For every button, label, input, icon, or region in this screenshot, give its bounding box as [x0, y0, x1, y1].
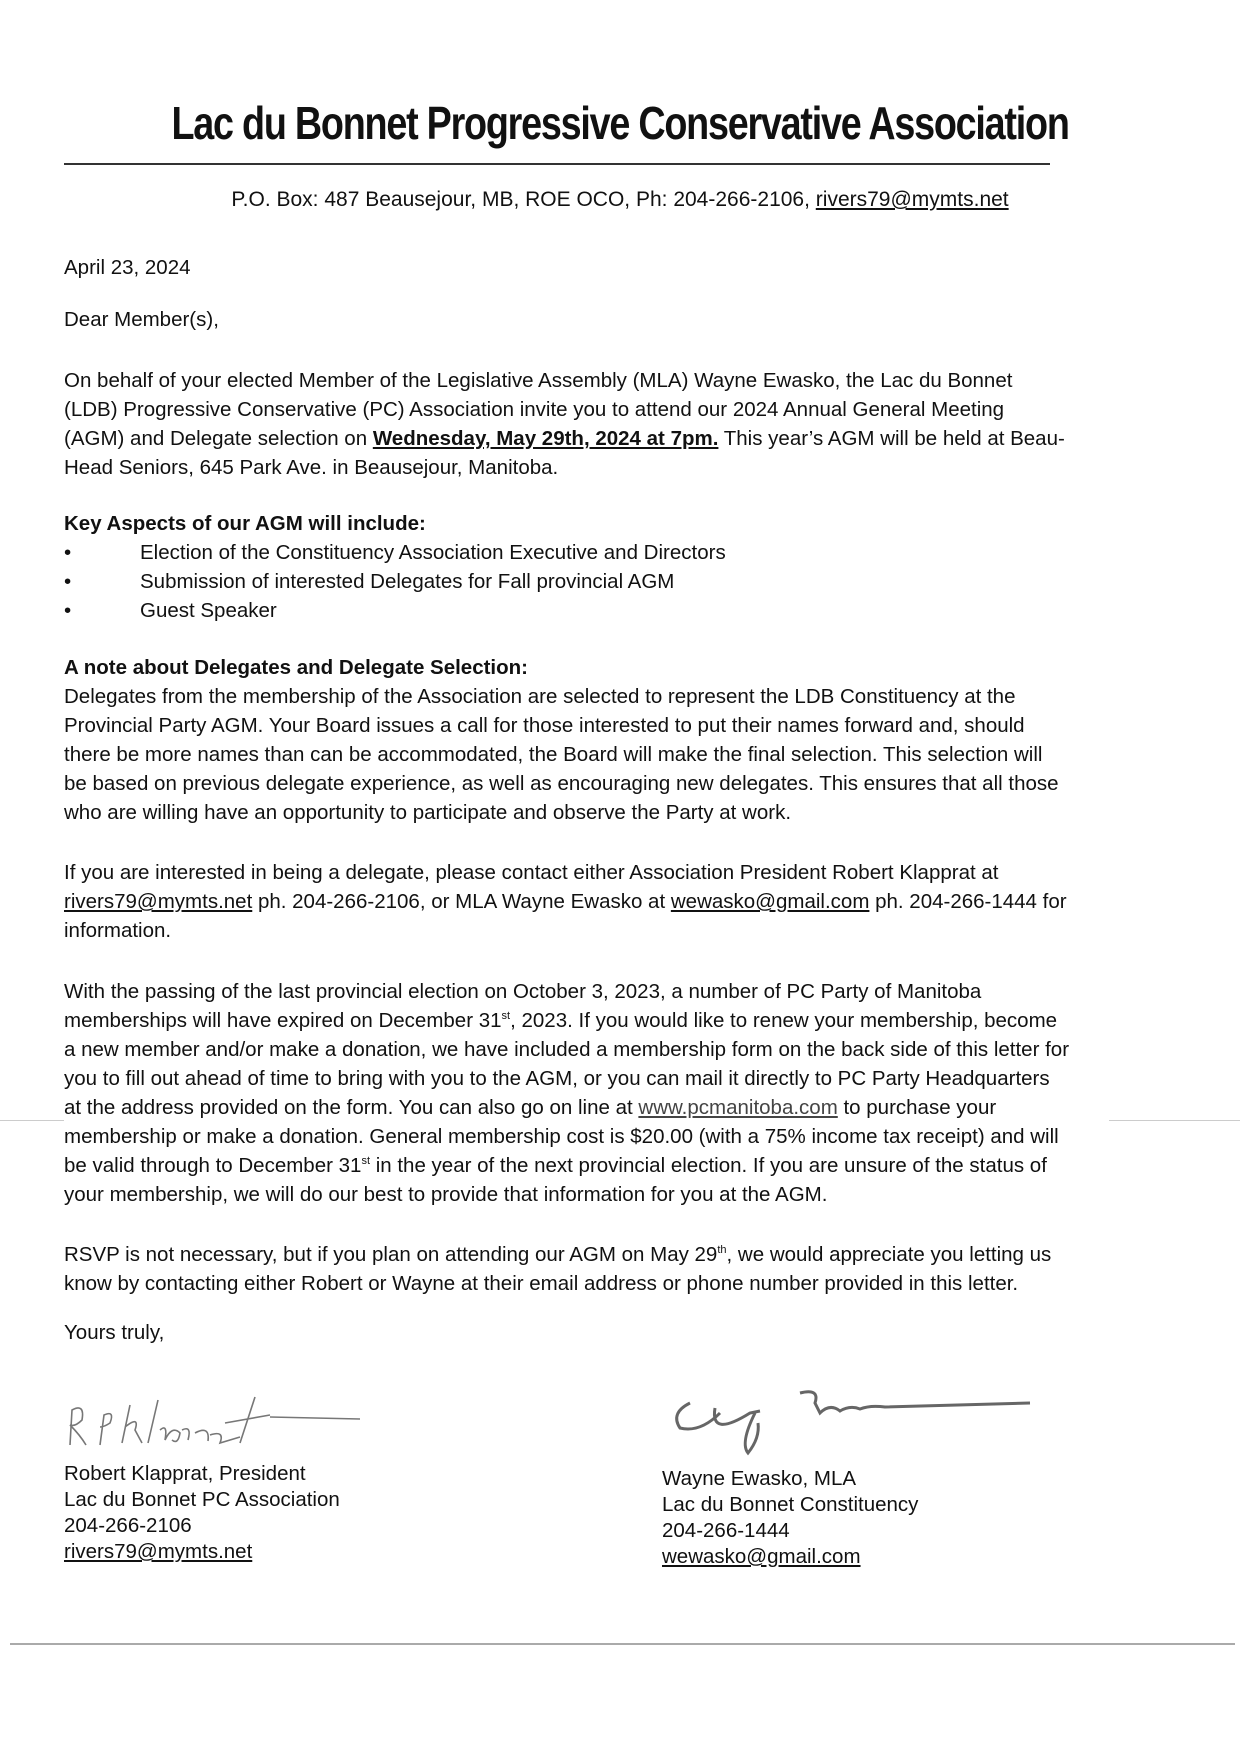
ewasko-signature: [670, 1383, 1050, 1463]
key-aspects-section: [64, 509, 726, 625]
signatory-name: Wayne Ewasko, MLA: [662, 1467, 857, 1490]
text-line: your membership, we will do our best to provide that information for you at the AGM.: [64, 1183, 828, 1206]
signatory-email-link[interactable]: rivers79@mymts.net: [64, 1540, 253, 1563]
delegates-heading: A note about Delegates and Delegate Selection:: [64, 656, 529, 679]
signatory-org: Lac du Bonnet PC Association: [64, 1488, 340, 1511]
signatory-ewasko: [662, 1466, 918, 1570]
text-line: be valid through to December 31st in the year of the next provincial election. If you are unsure of the status of: [64, 1154, 1047, 1177]
signatory-name: Robert Klapprat, President: [64, 1462, 306, 1485]
header-divider: [64, 163, 1050, 165]
text-line: you to fill out ahead of time to bring with you to the AGM, or you can mail it directly to PC Party Headquarters: [64, 1067, 1050, 1090]
pcmanitoba-link[interactable]: www.pcmanitoba.com: [638, 1096, 838, 1119]
signatory-phone: 204-266-2106: [64, 1514, 192, 1537]
letterhead-address: P.O. Box: 487 Beausejour, MB, ROE OCO, Ph: 204-266-2106, rivers79@mymts.net: [231, 188, 1009, 211]
intro-paragraph: [64, 366, 1065, 482]
text-line: (AGM) and Delegate selection on Wednesday, May 29th, 2024 at 7pm. This year’s AGM will be held at Beau-: [64, 427, 1065, 450]
text-line: information.: [64, 919, 172, 942]
text-line: there be more names than can be accommodated, the Board will make the final selection. This selection will: [64, 743, 1043, 766]
text-line: If you are interested in being a delegate, please contact either Association President Robert Klapprat at: [64, 861, 999, 884]
membership-paragraph: [64, 977, 1109, 1209]
text-line: be based on previous delegate experience, as well as encouraging new delegates. This ensures that all those: [64, 772, 1059, 795]
closing: Yours truly,: [64, 1321, 165, 1344]
list-item: • Guest Speaker: [64, 596, 726, 625]
contact-paragraph: [64, 858, 1067, 945]
text-line: a new member and/or make a donation, we have included a membership form on the back side of this letter for: [64, 1038, 1070, 1061]
text-line: know by contacting either Robert or Wayne at their email address or phone number provided in this letter.: [64, 1272, 1019, 1295]
signatory-email-link[interactable]: wewasko@gmail.com: [662, 1545, 861, 1568]
delegates-section: [64, 653, 1059, 827]
text-line: With the passing of the last provincial election on October 3, 2023, a number of PC Party of Manitoba: [64, 980, 982, 1003]
list-item: • Election of the Constituency Association Executive and Directors: [64, 538, 726, 567]
text-line: at the address provided on the form. You can also go on line at www.pcmanitoba.com to purchase your: [64, 1093, 1109, 1122]
letter-date: April 23, 2024: [64, 256, 191, 279]
text-line: (LDB) Progressive Conservative (PC) Association invite you to attend our 2024 Annual General Meeting: [64, 398, 1005, 421]
text-line: Delegates from the membership of the Association are selected to represent the LDB Constituency at the: [64, 685, 1016, 708]
bullet-icon: •: [64, 541, 72, 564]
text-line: membership or make a donation. General membership cost is $20.00 (with a 75% income tax receipt) and will: [64, 1125, 1059, 1148]
key-aspects-heading: Key Aspects of our AGM will include:: [64, 512, 426, 535]
letterhead-email-link[interactable]: rivers79@mymts.net: [815, 188, 1009, 211]
signatory-klapprat: [64, 1461, 340, 1565]
bullet-icon: •: [64, 599, 72, 622]
salutation: Dear Member(s),: [64, 308, 219, 331]
text-line: Head Seniors, 645 Park Ave. in Beausejour, Manitoba.: [64, 456, 559, 479]
signatory-phone: 204-266-1444: [662, 1519, 790, 1542]
signatory-org: Lac du Bonnet Constituency: [662, 1493, 919, 1516]
rsvp-paragraph: [64, 1240, 1051, 1298]
text-line: memberships will have expired on December 31st, 2023. If you would like to renew your membership, become: [64, 1009, 1058, 1032]
footer-divider: [10, 1643, 1235, 1645]
bullet-icon: •: [64, 570, 72, 593]
text-line: Provincial Party AGM. Your Board issues a call for those interested to put their names forward and, should: [64, 714, 1025, 737]
meeting-date: Wednesday, May 29th, 2024 at 7pm.: [372, 427, 719, 450]
mla-email-link[interactable]: wewasko@gmail.com: [670, 890, 870, 913]
text-line: who are willing have an opportunity to participate and observe the Party at work.: [64, 801, 792, 824]
text-line: rivers79@mymts.net ph. 204-266-2106, or MLA Wayne Ewasko at wewasko@gmail.com ph. 204-266-1444 for: [64, 890, 1067, 913]
president-email-link[interactable]: rivers79@mymts.net: [64, 890, 253, 913]
klapprat-signature: [60, 1385, 420, 1455]
text-line: On behalf of your elected Member of the Legislative Assembly (MLA) Wayne Ewasko, the Lac du Bonnet: [64, 369, 1013, 392]
text-line: RSVP is not necessary, but if you plan on attending our AGM on May 29th, we would appreciate you letting us: [64, 1243, 1052, 1266]
list-item: • Submission of interested Delegates for Fall provincial AGM: [64, 567, 726, 596]
page-title: Lac du Bonnet Progressive Conservative Association: [171, 97, 1069, 149]
